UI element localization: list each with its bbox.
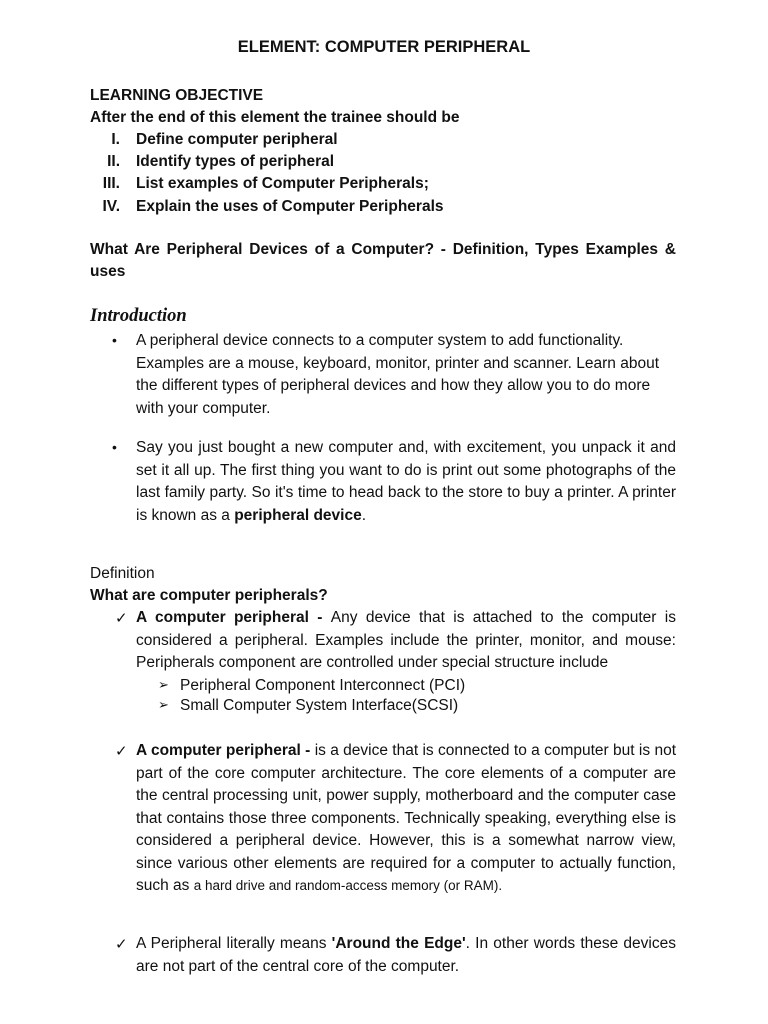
document-title: ELEMENT: COMPUTER PERIPHERAL <box>237 38 531 56</box>
definition-item-1 <box>136 607 676 675</box>
arrow-icon: ➢ <box>158 677 169 692</box>
definition-item-3-bold: 'Around the Edge' <box>331 935 466 952</box>
intro-paragraph-2-end: . <box>361 506 367 524</box>
objective-text: Identify types of peripheral <box>136 153 335 170</box>
definition-item-2-text: is a device that is connected to a computer but is not part of the core computer architecture. The core elements of a computer are the central processing unit, power supply, motherboard and the computer case that contains those three components. Technically speaking, everything else is considered a peripheral device. However, this is a somewhat narrow view, since various other elements are required for a computer to actually function, such as <box>136 742 676 894</box>
question-heading: What Are Peripheral Devices of a Computer? - Definition, Types Examples & uses <box>90 241 676 280</box>
intro-paragraph-2-text: Say you just bought a new computer and, with excitement, you unpack it and set it all up. The first thing you want to do is print out some photographs of the last family party. So it's time to head back to the store to buy a printer. A printer is known as a <box>136 439 676 524</box>
check-icon: ✓ <box>115 610 128 627</box>
objective-number: IV. <box>102 198 120 215</box>
definition-item-3 <box>136 933 676 978</box>
objective-lead: After the end of this element the trainee should be <box>90 109 460 126</box>
sub-item-scsi: Small Computer System Interface(SCSI) <box>180 697 459 714</box>
introduction-heading: Introduction <box>90 306 187 326</box>
objective-text: List examples of Computer Peripherals; <box>136 175 429 192</box>
check-icon: ✓ <box>115 743 128 760</box>
arrow-icon: ➢ <box>158 697 169 712</box>
objective-number: I. <box>111 131 120 148</box>
intro-paragraph-2 <box>136 437 676 527</box>
definition-question: What are computer peripherals? <box>90 587 328 604</box>
definition-item-2-small: a hard drive and random-access memory (or RAM). <box>193 878 503 893</box>
learning-objective-heading: LEARNING OBJECTIVE <box>90 87 264 104</box>
intro-paragraph-2-bold: peripheral device <box>234 506 362 524</box>
definition-item-1-text: Any device that is attached to the computer is considered a peripheral. Examples include the printer, monitor, and mouse: Peripherals component are controlled under special structure include <box>136 609 676 671</box>
objective-text: Explain the uses of Computer Peripherals <box>136 198 444 215</box>
sub-item-pci: Peripheral Component Interconnect (PCI) <box>180 677 466 694</box>
definition-item-2-bold: A computer peripheral - <box>136 742 315 759</box>
intro-paragraph-1: A peripheral device connects to a computer system to add functionality. Examples are a mouse, keyboard, monitor, printer and scanner. Learn about the different types of peripheral devices and how they allow you to do more with your computer. <box>136 332 659 417</box>
bullet-icon: • <box>112 332 117 348</box>
definition-item-1-bold: A computer peripheral - <box>136 609 331 626</box>
definition-heading: Definition <box>90 565 155 582</box>
check-icon: ✓ <box>115 936 128 953</box>
definition-item-3-end: . In other words these devices are not part of the central core of the computer. <box>136 935 676 975</box>
definition-item-2 <box>136 740 676 898</box>
objective-number: II. <box>107 153 120 170</box>
definition-item-3-text: A Peripheral literally means <box>136 935 332 952</box>
objective-text: Define computer peripheral <box>136 131 338 148</box>
objective-number: III. <box>102 175 120 192</box>
bullet-icon: • <box>112 439 117 455</box>
